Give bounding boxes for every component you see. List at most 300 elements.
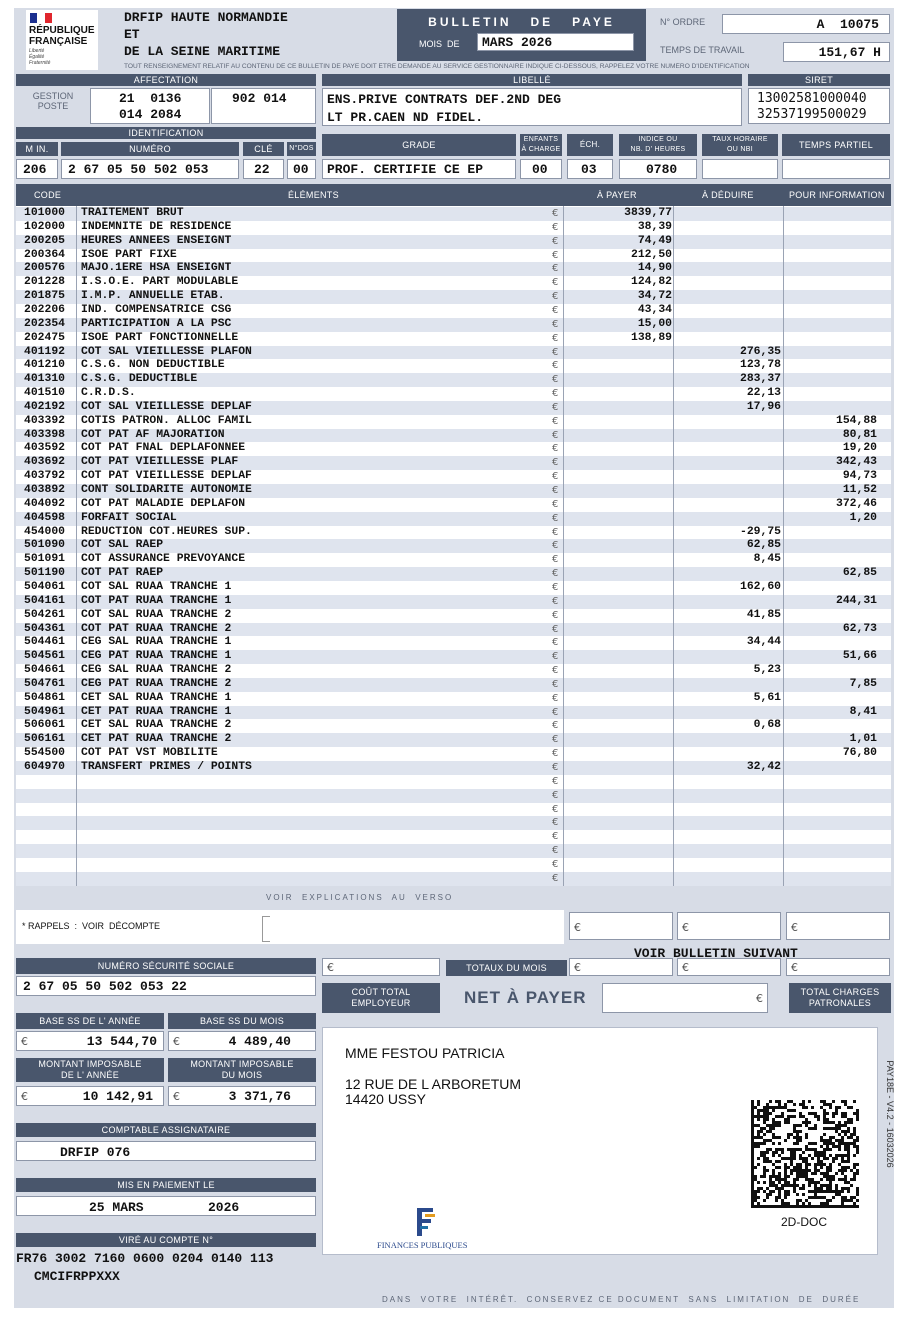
euro-sign: € [552,443,559,455]
euro-sign: € [552,457,559,469]
totaux-deduire: € [677,958,781,976]
euro-sign: € [552,235,559,247]
euro-sign: € [552,277,559,289]
euro-sign: € [552,485,559,496]
imposable-mois-field: € 3 371,76 [168,1086,316,1106]
row-label: IND. COMPENSATRICE CSG [81,303,232,316]
euro-sign: € [552,803,559,815]
table-row [16,692,891,706]
row-code: 401192 [24,345,66,358]
table-row [16,415,891,429]
euro-sign: € [552,858,559,870]
row-deduire: -29,75 [739,525,781,538]
table-row [16,609,891,623]
compte-label: VIRÉ AU COMPTE N° [16,1233,316,1247]
motto-1: Liberté [29,48,45,54]
row-label: COT ASSURANCE PREVOYANCE [81,553,246,566]
row-code: 501090 [24,539,66,552]
euro-sign: € [552,720,559,732]
row-info: 244,31 [835,594,877,607]
row-code: 102000 [24,220,66,233]
row-label: C.S.G. DEDUCTIBLE [81,373,198,386]
row-code: 202354 [24,317,66,330]
table-row [16,387,891,401]
table-row [16,678,891,692]
bulletin-block [397,9,646,61]
totaux-label: TOTAUX DU MOIS [446,960,567,976]
nss-label: NUMÉRO SÉCURITÉ SOCIALE [16,958,316,974]
euro-sign: € [552,249,559,261]
row-payer: 34,72 [637,290,672,303]
ndos-field: 00 [287,159,316,179]
qr-code-icon [751,1100,859,1208]
table-row [16,429,891,443]
table-row [16,456,891,470]
table-row [16,539,891,553]
poste-code-field: 902 014 [211,88,316,124]
bottom-notice: DANS VOTRE INTÉRÊT. CONSERVEZ CE DOCUMENT SANS LIMITATION DE DURÉE [382,1295,861,1304]
net-a-payer-field: € [602,983,768,1013]
table-row [16,512,891,526]
table-row [16,401,891,415]
row-label: MAJO.1ERE HSA ENSEIGNT [81,262,232,275]
temps-partiel-label: TEMPS PARTIEL [782,134,890,156]
row-label: TRANSFERT PRIMES / POINTS [81,761,252,773]
libelle-header: LIBELLÉ [322,74,742,86]
row-label: COT PAT AF MAJORATION [81,428,225,441]
table-row [16,318,891,332]
comptable-field: DRFIP 076 [16,1141,316,1161]
row-code: 504561 [24,650,66,663]
euro-sign: € [552,581,559,593]
table-row [16,664,891,678]
row-code: 554500 [24,747,66,760]
row-info: 342,43 [835,456,877,469]
euro-sign: € [552,845,559,857]
row-deduire: 0,68 [753,719,781,732]
gestion-label: GESTION POSTE [32,91,74,111]
table-row [16,747,891,761]
table-row [16,373,891,387]
euro-sign: € [552,762,559,773]
table-row [16,706,891,720]
row-label: ISOE PART FONCTIONNELLE [81,331,239,344]
row-code: 504061 [24,580,66,593]
row-code: 506161 [24,733,66,746]
row-payer: 15,00 [637,317,672,330]
row-label: CEG PAT RUAA TRANCHE 1 [81,650,232,663]
row-info: 51,66 [842,650,877,663]
euro-sign: € [552,789,559,801]
table-row [16,595,891,609]
ndos-label: N°DOS [287,142,316,156]
euro-sign: € [552,471,559,483]
row-label: PARTICIPATION A LA PSC [81,317,232,330]
table-row [16,498,891,512]
row-info: 62,73 [842,622,877,635]
rappels-payer: € [569,912,673,940]
ech-label: ÉCH. [567,134,613,156]
table-row [16,359,891,373]
flag-icon [30,13,52,23]
total-charges-label: TOTAL CHARGES PATRONALES [789,983,891,1013]
row-deduire: 5,61 [753,691,781,704]
row-deduire: 123,78 [739,359,781,372]
addr-line1: 12 RUE DE L ARBORETUM [345,1076,522,1092]
identification-header: IDENTIFICATION [16,127,316,139]
euro-sign: € [552,609,559,621]
motto-3: Fraternité [29,60,51,66]
table-row [16,221,891,235]
notice: TOUT RENSEIGNEMENT RELATIF AU CONTENU DE CE BULLETIN DE PAYE DOIT ÊTRE DEMANDÉ AU SERVICE GESTIONNAIRE INDIQUÉ CI-DESSOUS, RAPPELEZ VOTRE NUMÉRO D'IDENTIFICATION [124,63,750,70]
twod-doc-label: 2D-DOC [781,1215,828,1229]
table-row [16,484,891,498]
table-row [16,830,891,844]
row-label: CET SAL RUAA TRANCHE 1 [81,691,232,704]
net-a-payer-label: NET À PAYER [464,988,587,1007]
row-code: 454000 [24,525,66,538]
euro-sign: € [552,623,559,635]
base-ss-annee-field: € 13 544,70 [16,1031,164,1051]
row-payer: 212,50 [630,248,672,261]
paiement-label: MIS EN PAIEMENT LE [16,1178,316,1192]
row-label: COT PAT RAEP [81,567,164,580]
row-code: 401310 [24,373,66,386]
table-row [16,442,891,456]
row-label: COT PAT FNAL DEPLAFONNEE [81,442,246,455]
row-label: COT PAT MALADIE DEPLAFON [81,497,246,510]
row-info: 19,20 [842,442,877,455]
row-code: 504761 [24,677,66,690]
row-deduire: 34,44 [746,636,781,649]
row-code: 200364 [24,248,66,261]
euro-sign: € [552,554,559,566]
org-line1: DRFIP HAUTE NORMANDIE [124,10,288,25]
row-info: 1,20 [849,511,877,524]
row-code: 401510 [24,387,66,400]
euro-sign: € [552,221,559,233]
org-line3: DE LA SEINE MARITIME [124,44,281,59]
siret-field: 13002581000040 32537199500029 [748,88,890,124]
euro-sign: € [552,775,559,787]
row-deduire: 32,42 [746,761,781,773]
table-row [16,249,891,263]
bic: CMCIFRPPXXX [34,1269,120,1284]
row-deduire: 276,35 [739,345,781,358]
base-ss-annee-label: BASE SS DE L' ANNÉE [16,1013,164,1029]
row-label: CET SAL RUAA TRANCHE 2 [81,719,232,732]
comptable-label: COMPTABLE ASSIGNATAIRE [16,1123,316,1137]
row-label: COT SAL RAEP [81,539,164,552]
totaux-payer: € [569,958,673,976]
affectation-header: AFFECTATION [16,74,316,86]
row-payer: 43,34 [637,303,672,316]
cle-label: CLÉ [243,142,284,156]
paiement-field: 25 MARS 2026 [16,1196,316,1216]
col-payer: À PAYER [597,190,637,200]
row-code: 401210 [24,359,66,372]
table-row [16,332,891,346]
table-row [16,789,891,803]
row-code: 202475 [24,331,66,344]
row-code: 504961 [24,705,66,718]
row-code: 504861 [24,691,66,704]
table-row [16,470,891,484]
table-row [16,567,891,581]
row-deduire: 62,85 [746,539,781,552]
row-code: 403692 [24,456,66,469]
table-row [16,733,891,747]
mois-label: MOIS DE [419,39,460,49]
col-deduire: À DÉDUIRE [702,190,754,200]
euro-sign: € [552,263,559,275]
row-code: 504261 [24,608,66,621]
euro-sign: € [552,332,559,344]
row-code: 101000 [24,207,66,219]
row-label: COT SAL RUAA TRANCHE 2 [81,608,232,621]
row-label: CONT SOLIDARITE AUTONOMIE [81,484,252,496]
row-code: 403392 [24,414,66,427]
libelle-field: ENS.PRIVE CONTRATS DEF.2ND DEG LT PR.CAEN ND FIDEL. [322,88,742,126]
euro-sign: € [552,692,559,704]
row-code: 201875 [24,290,66,303]
table-row [16,803,891,817]
row-label: HEURES ANNEES ENSEIGNT [81,234,232,247]
table-row [16,816,891,830]
row-label: CEG SAL RUAA TRANCHE 1 [81,636,232,649]
totaux-info: € [786,958,890,976]
indice-field: 0780 [619,159,697,179]
row-payer: 14,90 [637,262,672,275]
ordre-label: N° ORDRE [660,17,706,27]
euro-sign: € [552,360,559,372]
table-row [16,346,891,360]
row-code: 403398 [24,428,66,441]
euro-sign: € [552,498,559,510]
euro-sign: € [552,401,559,413]
col-elements: ÉLÉMENTS [288,190,339,200]
voir-bulletin-suivant: VOIR BULLETIN SUIVANT [634,946,798,961]
euro-sign: € [552,388,559,400]
mois-value: MARS 2026 [477,33,634,51]
row-label: COT PAT VIEILLESSE DEPLAF [81,470,252,483]
row-info: 372,46 [835,497,877,510]
euro-sign: € [552,526,559,538]
grade-label: GRADE [322,134,516,156]
rappels-box: * RAPPELS : VOIR DÉCOMPTE [16,910,564,944]
gestion-code-field: 21 0136 014 2084 [90,88,210,124]
org-line2: ET [124,27,140,42]
rappels-info: € [786,912,890,940]
row-info: 94,73 [842,470,877,483]
address-window [322,1027,878,1255]
row-label: INDEMNITE DE RESIDENCE [81,220,232,233]
numero-label: NUMÉRO [61,142,239,156]
row-code: 201228 [24,276,66,289]
table-row [16,623,891,637]
row-code: 504361 [24,622,66,635]
row-info: 62,85 [842,567,877,580]
row-code: 501190 [24,567,66,580]
cout-total-value: € [322,958,440,976]
enfants-label: ENFANTS À CHARGE [520,134,562,156]
row-info: 8,41 [849,705,877,718]
table-row [16,526,891,540]
table-row [16,235,891,249]
row-label: C.R.D.S. [81,387,136,400]
temps-field: 151,67 H [783,42,890,62]
rappels-deduire: € [677,912,781,940]
row-deduire: 5,23 [753,664,781,677]
table-row [16,858,891,872]
row-label: I.M.P. ANNUELLE ETAB. [81,290,225,303]
republic-line1: RÉPUBLIQUE [29,25,95,36]
table-header [16,184,891,206]
table-row [16,761,891,775]
table-row [16,650,891,664]
taux-field [702,159,778,179]
row-payer: 74,49 [637,234,672,247]
finances-publiques-logo-icon [411,1204,437,1240]
row-label: C.S.G. NON DEDUCTIBLE [81,359,225,372]
euro-sign: € [552,208,559,219]
euro-sign: € [552,429,559,441]
imposable-annee-label: MONTANT IMPOSABLE DE L' ANNÉE [16,1058,164,1082]
row-label: COT PAT RUAA TRANCHE 1 [81,594,232,607]
row-deduire: 17,96 [746,400,781,413]
row-code: 403592 [24,442,66,455]
row-label: CET PAT RUAA TRANCHE 1 [81,705,232,718]
row-label: I.S.O.E. PART MODULABLE [81,276,239,289]
row-payer: 124,82 [630,276,672,289]
euro-sign: € [552,415,559,427]
row-code: 604970 [24,761,66,773]
min-label: M IN. [16,142,58,156]
row-deduire: 22,13 [746,387,781,400]
imposable-mois-label: MONTANT IMPOSABLE DU MOIS [168,1058,316,1082]
base-ss-mois-field: € 4 489,40 [168,1031,316,1051]
motto-2: Égalité [29,54,45,60]
row-label: COT SAL RUAA TRANCHE 1 [81,580,232,593]
row-label: COT SAL VIEILLESSE PLAFON [81,345,252,358]
row-deduire: 8,45 [753,553,781,566]
base-ss-mois-label: BASE SS DU MOIS [168,1013,316,1029]
row-label: CET PAT RUAA TRANCHE 2 [81,733,232,746]
row-label: COTIS PATRON. ALLOC FAMIL [81,414,252,427]
cout-total-label: COÛT TOTAL EMPLOYEUR [322,983,440,1013]
row-label: CEG PAT RUAA TRANCHE 2 [81,677,232,690]
row-payer: 138,89 [630,331,672,344]
table-row [16,775,891,789]
row-code: 504161 [24,594,66,607]
row-info: 1,01 [849,733,877,746]
row-code: 504461 [24,636,66,649]
row-payer: 38,39 [637,220,672,233]
euro-sign: € [552,817,559,829]
row-info: 7,85 [849,677,877,690]
row-code: 504661 [24,664,66,677]
bulletin-title: BULLETIN DE PAYE [428,15,615,29]
iban: FR76 3002 7160 0600 0204 0140 113 [16,1251,274,1266]
row-label: FORFAIT SOCIAL [81,511,177,524]
euro-sign: € [552,540,559,552]
numero-field: 2 67 05 50 502 053 [61,159,239,179]
row-info: 11,52 [842,484,877,496]
row-info: 76,80 [842,747,877,760]
row-code: 501091 [24,553,66,566]
euro-sign: € [552,346,559,358]
table-row [16,262,891,276]
row-info: 80,81 [842,428,877,441]
table-row [16,636,891,650]
voir-explications: VOIR EXPLICATIONS AU VERSO [266,893,454,902]
indice-label: INDICE OU NB. D' HEURES [619,134,697,156]
euro-sign: € [552,595,559,607]
row-code: 402192 [24,400,66,413]
ech-field: 03 [567,159,613,179]
euro-sign: € [552,706,559,718]
euro-sign: € [552,665,559,677]
euro-sign: € [552,651,559,663]
table-row [16,290,891,304]
table-row [16,553,891,567]
siret-header: SIRET [748,74,890,86]
euro-sign: € [552,304,559,316]
finances-publiques-label: FINANCES PUBLIQUES [377,1240,468,1250]
row-code: 200205 [24,234,66,247]
temps-label: TEMPS DE TRAVAIL [660,45,745,55]
row-label: COT SAL VIEILLESSE DEPLAF [81,400,252,413]
row-label: CEG SAL RUAA TRANCHE 2 [81,664,232,677]
row-code: 202206 [24,303,66,316]
grade-field: PROF. CERTIFIE CE EP [322,159,516,179]
row-label: ISOE PART FIXE [81,248,177,261]
side-code: PAY18E - V4.2 - 16032026 [885,1060,895,1168]
row-deduire: 162,60 [739,580,781,593]
col-code: CODE [34,190,62,200]
ordre-field: A 10075 [722,14,890,34]
row-code: 403892 [24,484,66,496]
cle-field: 22 [243,159,284,179]
row-payer: 3839,77 [624,207,672,219]
euro-sign: € [552,748,559,760]
table-row [16,304,891,318]
row-label: COT PAT VST MOBILITE [81,747,218,760]
table-row [16,581,891,595]
euro-sign: € [552,374,559,386]
euro-sign: € [552,291,559,303]
row-code: 403792 [24,470,66,483]
table-row [16,844,891,858]
nss-field: 2 67 05 50 502 053 22 [16,976,316,996]
row-label: TRAITEMENT BRUT [81,207,184,219]
min-field: 206 [16,159,58,179]
euro-sign: € [552,872,559,884]
row-label: REDUCTION COT.HEURES SUP. [81,525,252,538]
enfants-field: 00 [520,159,562,179]
table-row [16,276,891,290]
row-code: 506061 [24,719,66,732]
addr-line2: 14420 USSY [345,1091,426,1107]
euro-sign: € [552,568,559,580]
row-label: COT PAT RUAA TRANCHE 2 [81,622,232,635]
table-row [16,207,891,221]
row-deduire: 283,37 [739,373,781,386]
republique-logo [26,10,98,70]
table-row [16,719,891,733]
euro-sign: € [552,678,559,690]
row-code: 404598 [24,511,66,524]
